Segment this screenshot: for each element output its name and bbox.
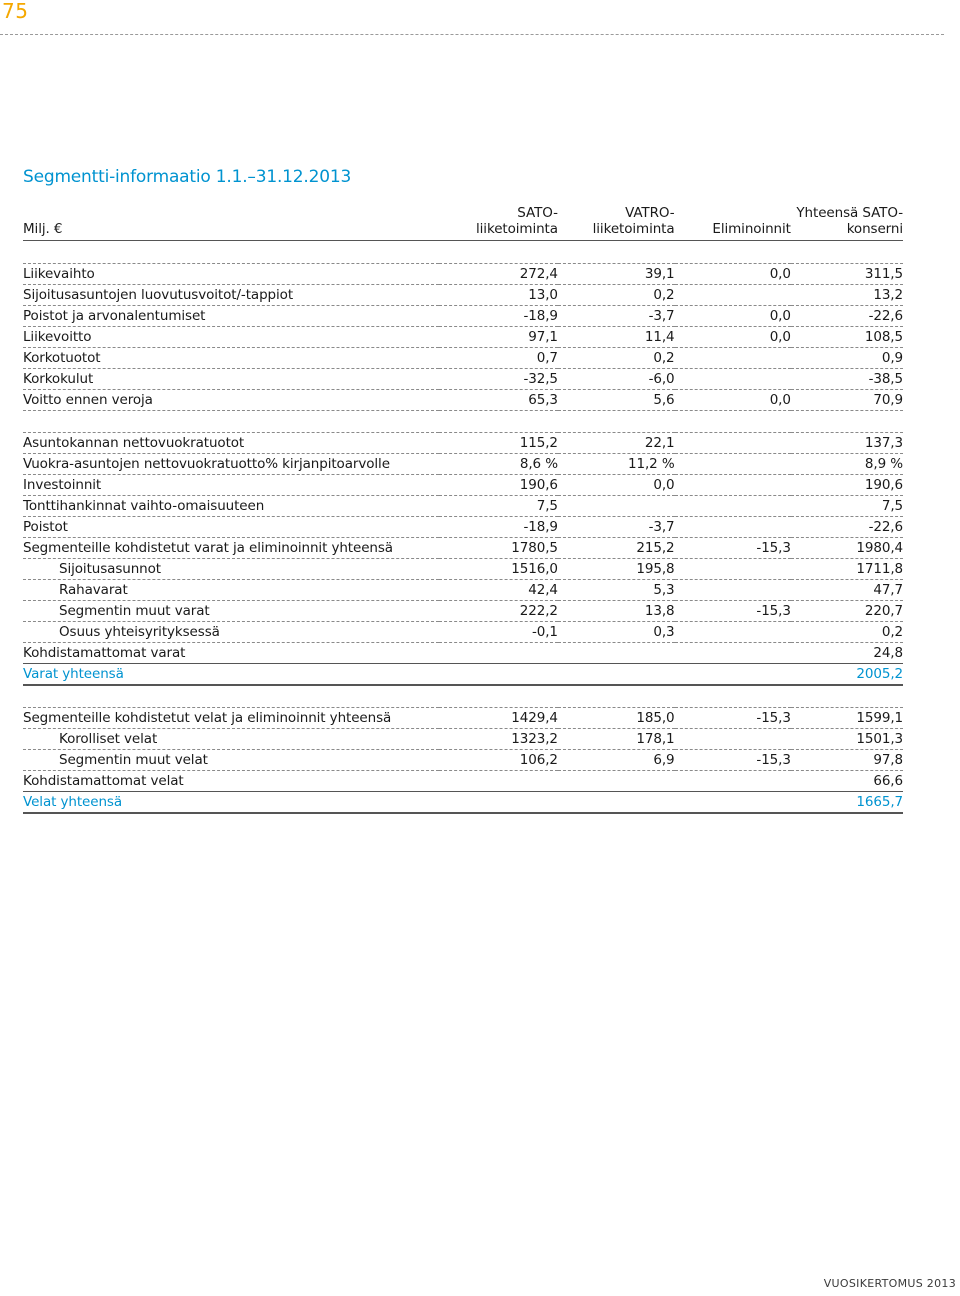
table-row: [23, 708, 903, 729]
cell-total: 13,2: [791, 285, 903, 306]
row-label: Investoinnit: [23, 475, 439, 496]
row-label: Varat yhteensä: [23, 664, 439, 686]
table-row: [23, 559, 903, 580]
cell-vatro: 5,3: [558, 580, 675, 601]
cell-total: 0,2: [791, 622, 903, 643]
cell-total: 70,9: [791, 390, 903, 411]
table-row: [23, 264, 903, 285]
row-label: Osuus yhteisyrityksessä: [23, 622, 439, 643]
top-divider: [0, 34, 944, 35]
table-row: [23, 285, 903, 306]
table-row: [23, 601, 903, 622]
cell-sato: 1323,2: [439, 729, 558, 750]
cell-sato: 1516,0: [439, 559, 558, 580]
cell-elim: [675, 771, 791, 792]
header-sato: SATO-liiketoiminta: [476, 205, 558, 237]
cell-vatro: [558, 664, 675, 686]
header-vatro-line2: liiketoiminta: [592, 221, 675, 237]
cell-elim: 0,0: [675, 264, 791, 285]
row-label: Korkotuotot: [23, 348, 439, 369]
cell-vatro: 13,8: [558, 601, 675, 622]
cell-elim: [675, 559, 791, 580]
table-row: [23, 622, 903, 643]
cell-total: 8,9 %: [791, 454, 903, 475]
cell-sato: 222,2: [439, 601, 558, 622]
cell-sato: 106,2: [439, 750, 558, 771]
table-row: [23, 475, 903, 496]
cell-sato: [439, 771, 558, 792]
cell-elim: [675, 729, 791, 750]
cell-sato: -18,9: [439, 306, 558, 327]
table-row: [23, 454, 903, 475]
cell-elim: [675, 580, 791, 601]
row-label: Tonttihankinnat vaihto-omaisuuteen: [23, 496, 439, 517]
table-row: [23, 517, 903, 538]
cell-vatro: 0,0: [558, 475, 675, 496]
cell-elim: [675, 475, 791, 496]
cell-elim: [675, 454, 791, 475]
row-label: Sijoitusasuntojen luovutusvoitot/-tappiot: [23, 285, 439, 306]
row-label: Asuntokannan nettovuokratuotot: [23, 433, 439, 454]
spacer-row: [23, 685, 903, 708]
cell-vatro: 0,3: [558, 622, 675, 643]
row-label: Liikevaihto: [23, 264, 439, 285]
header-total: [791, 205, 903, 241]
cell-elim: [675, 496, 791, 517]
cell-sato: 272,4: [439, 264, 558, 285]
cell-sato: 115,2: [439, 433, 558, 454]
cell-sato: 190,6: [439, 475, 558, 496]
table-row: [23, 664, 903, 686]
table-row: [23, 433, 903, 454]
cell-sato: 0,7: [439, 348, 558, 369]
spacer-row: [23, 411, 903, 433]
cell-elim: [675, 792, 791, 814]
cell-sato: [439, 792, 558, 814]
cell-total: 220,7: [791, 601, 903, 622]
cell-total: 1501,3: [791, 729, 903, 750]
row-label: Rahavarat: [23, 580, 439, 601]
page-title: Segmentti-informaatio 1.1.–31.12.2013: [23, 167, 352, 187]
cell-vatro: 39,1: [558, 264, 675, 285]
header-eliminations: Eliminoinnit: [712, 221, 791, 237]
table-row: [23, 771, 903, 792]
cell-total: -22,6: [791, 306, 903, 327]
cell-elim: [675, 643, 791, 664]
cell-vatro: 11,2 %: [558, 454, 675, 475]
cell-total: 1599,1: [791, 708, 903, 729]
cell-vatro: 22,1: [558, 433, 675, 454]
cell-total: 47,7: [791, 580, 903, 601]
cell-sato: -32,5: [439, 369, 558, 390]
cell-elim: [675, 622, 791, 643]
cell-elim: 0,0: [675, 390, 791, 411]
row-label: Korolliset velat: [23, 729, 439, 750]
cell-elim: [675, 517, 791, 538]
footer-label: VUOSIKERTOMUS 2013: [823, 1277, 956, 1290]
cell-elim: [675, 664, 791, 686]
cell-elim: 0,0: [675, 306, 791, 327]
row-label: Segmenteille kohdistetut varat ja eliminoinnit yhteensä: [23, 538, 439, 559]
cell-vatro: 11,4: [558, 327, 675, 348]
cell-sato: 42,4: [439, 580, 558, 601]
table-body: [23, 241, 903, 814]
header-vatro: [558, 205, 675, 241]
cell-sato: -18,9: [439, 517, 558, 538]
row-label: Vuokra-asuntojen nettovuokratuotto% kirjanpitoarvolle: [23, 454, 439, 475]
cell-total: 24,8: [791, 643, 903, 664]
header-vatro-line1: VATRO-: [625, 205, 675, 221]
cell-elim: -15,3: [675, 601, 791, 622]
spacer-row: [23, 241, 903, 264]
cell-sato: 1780,5: [439, 538, 558, 559]
table-row: [23, 496, 903, 517]
cell-vatro: -3,7: [558, 517, 675, 538]
cell-vatro: 215,2: [558, 538, 675, 559]
cell-sato: 65,3: [439, 390, 558, 411]
cell-vatro: [558, 643, 675, 664]
cell-total: -38,5: [791, 369, 903, 390]
cell-sato: 13,0: [439, 285, 558, 306]
table-row: [23, 580, 903, 601]
cell-elim: [675, 285, 791, 306]
cell-total: 311,5: [791, 264, 903, 285]
row-label: Velat yhteensä: [23, 792, 439, 814]
header-unit: Milj. €: [23, 221, 63, 237]
row-label: Liikevoitto: [23, 327, 439, 348]
row-label: Kohdistamattomat varat: [23, 643, 439, 664]
row-label: Voitto ennen veroja: [23, 390, 439, 411]
row-label: Segmentin muut varat: [23, 601, 439, 622]
table-row: [23, 327, 903, 348]
header-total-line2: konserni: [846, 221, 903, 237]
cell-elim: [675, 433, 791, 454]
cell-total: 0,9: [791, 348, 903, 369]
header-total-line1: Yhteensä SATO-: [796, 205, 903, 221]
cell-elim: [675, 369, 791, 390]
table-row: [23, 750, 903, 771]
row-label: Korkokulut: [23, 369, 439, 390]
cell-vatro: [558, 496, 675, 517]
cell-elim: -15,3: [675, 538, 791, 559]
cell-total: 2005,2: [791, 664, 903, 686]
cell-vatro: [558, 792, 675, 814]
cell-elim: -15,3: [675, 708, 791, 729]
cell-sato: 8,6 %: [439, 454, 558, 475]
cell-total: 7,5: [791, 496, 903, 517]
cell-total: 66,6: [791, 771, 903, 792]
cell-total: 1980,4: [791, 538, 903, 559]
table-row: [23, 792, 903, 814]
row-label: Kohdistamattomat velat: [23, 771, 439, 792]
cell-vatro: 178,1: [558, 729, 675, 750]
table-row: [23, 348, 903, 369]
cell-total: 97,8: [791, 750, 903, 771]
cell-vatro: -3,7: [558, 306, 675, 327]
cell-sato: 1429,4: [439, 708, 558, 729]
cell-elim: 0,0: [675, 327, 791, 348]
cell-elim: [675, 348, 791, 369]
row-label: Sijoitusasunnot: [23, 559, 439, 580]
cell-vatro: 0,2: [558, 285, 675, 306]
table-row: [23, 306, 903, 327]
table-row: [23, 369, 903, 390]
cell-vatro: 195,8: [558, 559, 675, 580]
cell-total: 190,6: [791, 475, 903, 496]
table-row: [23, 538, 903, 559]
row-label: Segmentin muut velat: [23, 750, 439, 771]
cell-total: -22,6: [791, 517, 903, 538]
page-number: 75: [2, 0, 29, 23]
cell-sato: 97,1: [439, 327, 558, 348]
table-row: [23, 390, 903, 411]
cell-total: 1711,8: [791, 559, 903, 580]
table-row: [23, 729, 903, 750]
cell-sato: [439, 664, 558, 686]
cell-vatro: 185,0: [558, 708, 675, 729]
cell-vatro: 0,2: [558, 348, 675, 369]
cell-elim: -15,3: [675, 750, 791, 771]
row-label: Poistot ja arvonalentumiset: [23, 306, 439, 327]
segment-table: [23, 205, 903, 814]
cell-total: 1665,7: [791, 792, 903, 814]
row-label: Segmenteille kohdistetut velat ja eliminoinnit yhteensä: [23, 708, 439, 729]
cell-sato: [439, 643, 558, 664]
cell-sato: 7,5: [439, 496, 558, 517]
cell-vatro: [558, 771, 675, 792]
cell-vatro: 5,6: [558, 390, 675, 411]
cell-vatro: 6,9: [558, 750, 675, 771]
table-row: [23, 643, 903, 664]
table-header-row: [23, 205, 903, 241]
cell-total: 108,5: [791, 327, 903, 348]
cell-sato: -0,1: [439, 622, 558, 643]
cell-vatro: -6,0: [558, 369, 675, 390]
row-label: Poistot: [23, 517, 439, 538]
cell-total: 137,3: [791, 433, 903, 454]
